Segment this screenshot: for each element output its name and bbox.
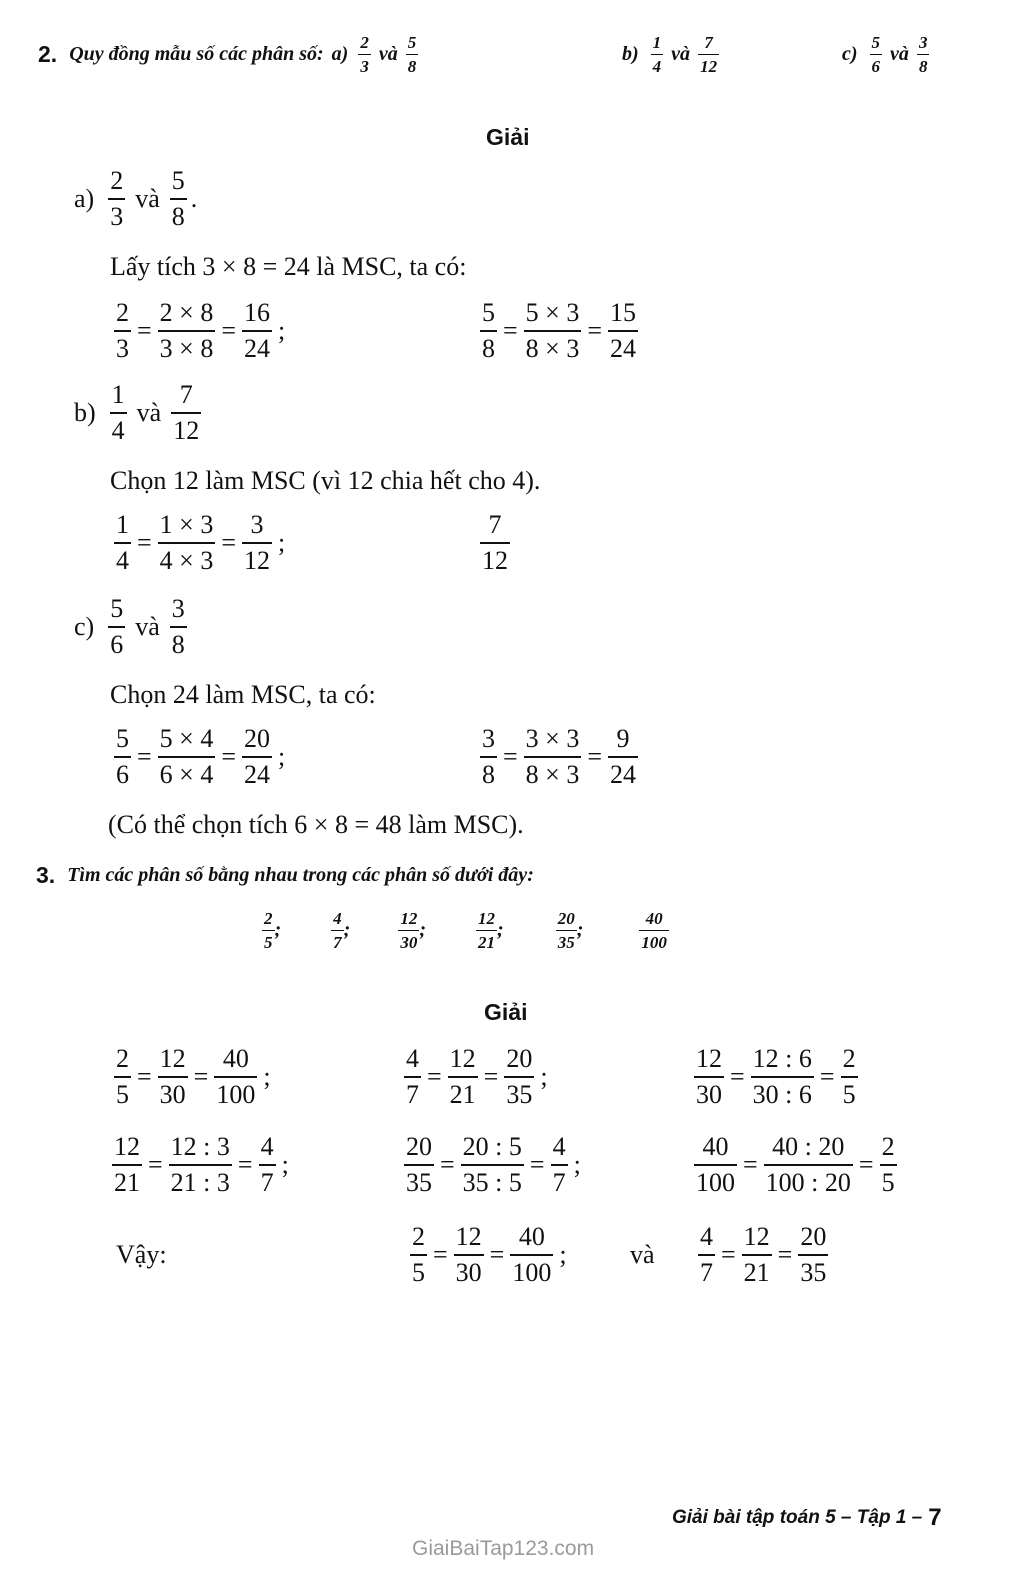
fraction: $\frac{12}{30}$	[400, 909, 418, 952]
fraction: $\frac{4}{7}$	[700, 1222, 713, 1287]
fraction: $\frac{2}{5}$	[881, 1132, 895, 1197]
fraction: $\frac{1}{4}$	[652, 33, 662, 76]
fraction: $\frac{5 \times 4}{6 \times 4}$	[159, 724, 214, 789]
connector: và	[135, 612, 160, 641]
item-label: a)	[331, 43, 349, 65]
equation-row: $\frac{4}{7}$ = $\frac{12}{21}$ = $\frac{20}{35}$ ;	[406, 1044, 548, 1109]
fraction: $\frac{20}{35}$	[506, 1044, 533, 1109]
fraction: $\frac{5}{6}$	[116, 724, 129, 789]
period: .	[190, 184, 198, 213]
fraction: $\frac{20}{35}$	[406, 1132, 432, 1197]
fraction: $\frac{3}{8}$	[918, 33, 928, 76]
part-label: c)	[74, 612, 95, 641]
equation-row: $\frac{1}{4}$ = $\frac{1 \times 3}{4 \times 3}$ = $\frac{3}{12}$ ;	[116, 510, 286, 575]
fraction: $\frac{4}{7}$	[406, 1044, 419, 1109]
watermark: GiaiBaiTap123.com	[412, 1537, 595, 1560]
part-a-text: Lấy tích 3 × 8 = 24 là MSC, ta có:	[110, 252, 467, 281]
fraction: $\frac{40}{100}$	[512, 1222, 552, 1287]
problem-text: Tìm các phân số bằng nhau trong các phân số dưới đây:	[67, 864, 534, 886]
fraction: $\frac{40 : 20}{100 : 20}$	[765, 1132, 851, 1197]
fraction: $\frac{20}{24}$	[244, 724, 271, 789]
fraction: $\frac{2 \times 8}{3 \times 8}$	[159, 298, 214, 363]
part-b-text: Chọn 12 làm MSC (vì 12 chia hết cho 4).	[110, 466, 541, 495]
equation-row: $\frac{12}{21}$ = $\frac{12 : 3}{21 : 3}$ = $\frac{4}{7}$ ;	[114, 1132, 289, 1197]
fraction: $\frac{1 \times 3}{4 \times 3}$	[159, 510, 214, 575]
fraction: $\frac{5 \times 3}{8 \times 3}$	[525, 298, 580, 363]
conclusion-equation: $\frac{4}{7}$ = $\frac{12}{21}$ = $\frac{20}{35}$	[700, 1222, 827, 1287]
connector: và	[136, 398, 162, 427]
equation-row: $\frac{20}{35}$ = $\frac{20 : 5}{35 : 5}$ = $\frac{4}{7}$ ;	[406, 1132, 581, 1197]
part-c-text: Chọn 24 làm MSC, ta có:	[110, 680, 376, 709]
page-number: 7	[928, 1504, 942, 1531]
fraction: $\frac{4}{7}$	[260, 1132, 274, 1197]
fraction: $\frac{2}{3}$	[110, 166, 124, 231]
part-c-title	[74, 596, 187, 658]
equation-row: $\frac{12}{30}$ = $\frac{12 : 6}{30 : 6}$ = $\frac{2}{5}$	[696, 1044, 856, 1109]
fraction: $\frac{40}{100}$	[696, 1132, 735, 1197]
equation-row: $\frac{5}{8}$ = $\frac{5 \times 3}{8 \times 3}$ = $\frac{15}{24}$	[482, 298, 637, 363]
fraction: $\frac{5}{6}$	[871, 33, 881, 76]
equation-row: $\frac{2}{5}$ = $\frac{12}{30}$ = $\frac{40}{100}$ ;	[116, 1044, 271, 1109]
conclusion-and: và	[630, 1240, 655, 1269]
equation-row	[480, 512, 510, 574]
part-label: b)	[74, 398, 96, 427]
equation-row: $\frac{5}{6}$ = $\frac{5 \times 4}{6 \times 4}$ = $\frac{20}{24}$ ;	[116, 724, 286, 789]
fraction: $\frac{12 : 6}{30 : 6}$	[752, 1044, 812, 1109]
fraction: $\frac{12}{21}$	[478, 909, 496, 952]
fraction: $\frac{7}{12}$	[700, 33, 718, 76]
solution-heading: Giải	[484, 999, 528, 1025]
fraction: $\frac{40}{100}$	[216, 1044, 256, 1109]
problem-number: 2.	[38, 41, 58, 67]
fraction: $\frac{3}{8}$	[171, 594, 185, 659]
fraction: $\frac{16}{24}$	[244, 298, 271, 363]
fraction: $\frac{12}{30}$	[696, 1044, 722, 1109]
fraction: $\frac{5}{8}$	[482, 298, 495, 363]
fraction: $\frac{2}{5}$	[412, 1222, 425, 1287]
fraction-list: $\frac{2}{5}$ ; $\frac{4}{7}$ ; $\frac{12}{30}$ ; $\frac{12}{21}$ ; $\frac{20}{35}$ ; $\frac{40}{100}$	[264, 909, 667, 952]
part-a-title	[74, 168, 197, 230]
fraction: $\frac{20}{35}$	[800, 1222, 827, 1287]
part-b-title	[74, 382, 201, 444]
fraction: $\frac{2}{3}$	[116, 298, 129, 363]
fraction: $\frac{7}{12}$	[482, 510, 508, 575]
fraction: $\frac{12}{30}$	[455, 1222, 482, 1287]
fraction: $\frac{1}{4}$	[116, 510, 129, 575]
conclusion-equation: $\frac{2}{5}$ = $\frac{12}{30}$ = $\frac{40}{100}$ ;	[412, 1222, 567, 1287]
fraction: $\frac{2}{3}$	[360, 33, 369, 76]
item-label: b)	[622, 43, 639, 65]
fraction: $\frac{4}{7}$	[552, 1132, 566, 1197]
equation-row: $\frac{3}{8}$ = $\frac{3 \times 3}{8 \times 3}$ = $\frac{9}{24}$	[482, 724, 637, 789]
fraction: $\frac{5}{8}$	[171, 166, 185, 231]
connector: và	[890, 43, 909, 65]
fraction: $\frac{7}{12}$	[173, 380, 200, 445]
problem-3-header	[36, 862, 534, 889]
fraction: $\frac{2}{5}$	[116, 1044, 129, 1109]
connector: và	[135, 184, 160, 213]
fraction: $\frac{12}{21}$	[114, 1132, 140, 1197]
fraction: $\frac{12}{21}$	[743, 1222, 770, 1287]
footer-text: Giải bài tập toán 5 – Tập 1 –	[672, 1507, 923, 1528]
fraction: $\frac{12}{21}$	[449, 1044, 476, 1109]
fraction: $\frac{3 \times 3}{8 \times 3}$	[525, 724, 580, 789]
item-label: c)	[842, 43, 858, 65]
fraction: $\frac{2}{5}$	[842, 1044, 856, 1109]
part-label: a)	[74, 184, 95, 213]
fraction: $\frac{5}{8}$	[407, 33, 417, 76]
fraction: $\frac{40}{100}$	[641, 909, 667, 952]
conclusion-label: Vậy:	[116, 1240, 167, 1269]
fraction: $\frac{2}{5}$	[264, 909, 273, 952]
fraction: $\frac{5}{6}$	[110, 594, 124, 659]
fraction: $\frac{20 : 5}{35 : 5}$	[462, 1132, 522, 1197]
fraction: $\frac{1}{4}$	[111, 380, 125, 445]
fraction: $\frac{15}{24}$	[610, 298, 637, 363]
page-footer	[672, 1504, 942, 1532]
fraction: $\frac{3}{12}$	[244, 510, 271, 575]
fraction: $\frac{9}{24}$	[610, 724, 637, 789]
equation-row: $\frac{40}{100}$ = $\frac{40 : 20}{100 : 20}$ = $\frac{2}{5}$	[696, 1132, 895, 1197]
fraction: $\frac{12 : 3}{21 : 3}$	[170, 1132, 230, 1197]
problem-2-item-c	[842, 34, 929, 75]
solution-heading: Giải	[486, 124, 530, 150]
fraction: $\frac{12}{30}$	[159, 1044, 186, 1109]
fraction: $\frac{4}{7}$	[333, 909, 342, 952]
part-c-note: (Có thể chọn tích 6 × 8 = 48 làm MSC).	[108, 810, 524, 839]
connector: và	[671, 43, 691, 65]
connector: và	[378, 43, 398, 65]
problem-2-header	[38, 34, 418, 75]
equation-row: $\frac{2}{3}$ = $\frac{2 \times 8}{3 \times 8}$ = $\frac{16}{24}$ ;	[116, 298, 286, 363]
problem-text: Quy đồng mẫu số các phân số:	[69, 43, 324, 65]
problem-number: 3.	[36, 862, 56, 888]
fraction: $\frac{3}{8}$	[482, 724, 495, 789]
problem-2-item-b	[622, 34, 719, 75]
fraction: $\frac{20}{35}$	[557, 909, 575, 952]
